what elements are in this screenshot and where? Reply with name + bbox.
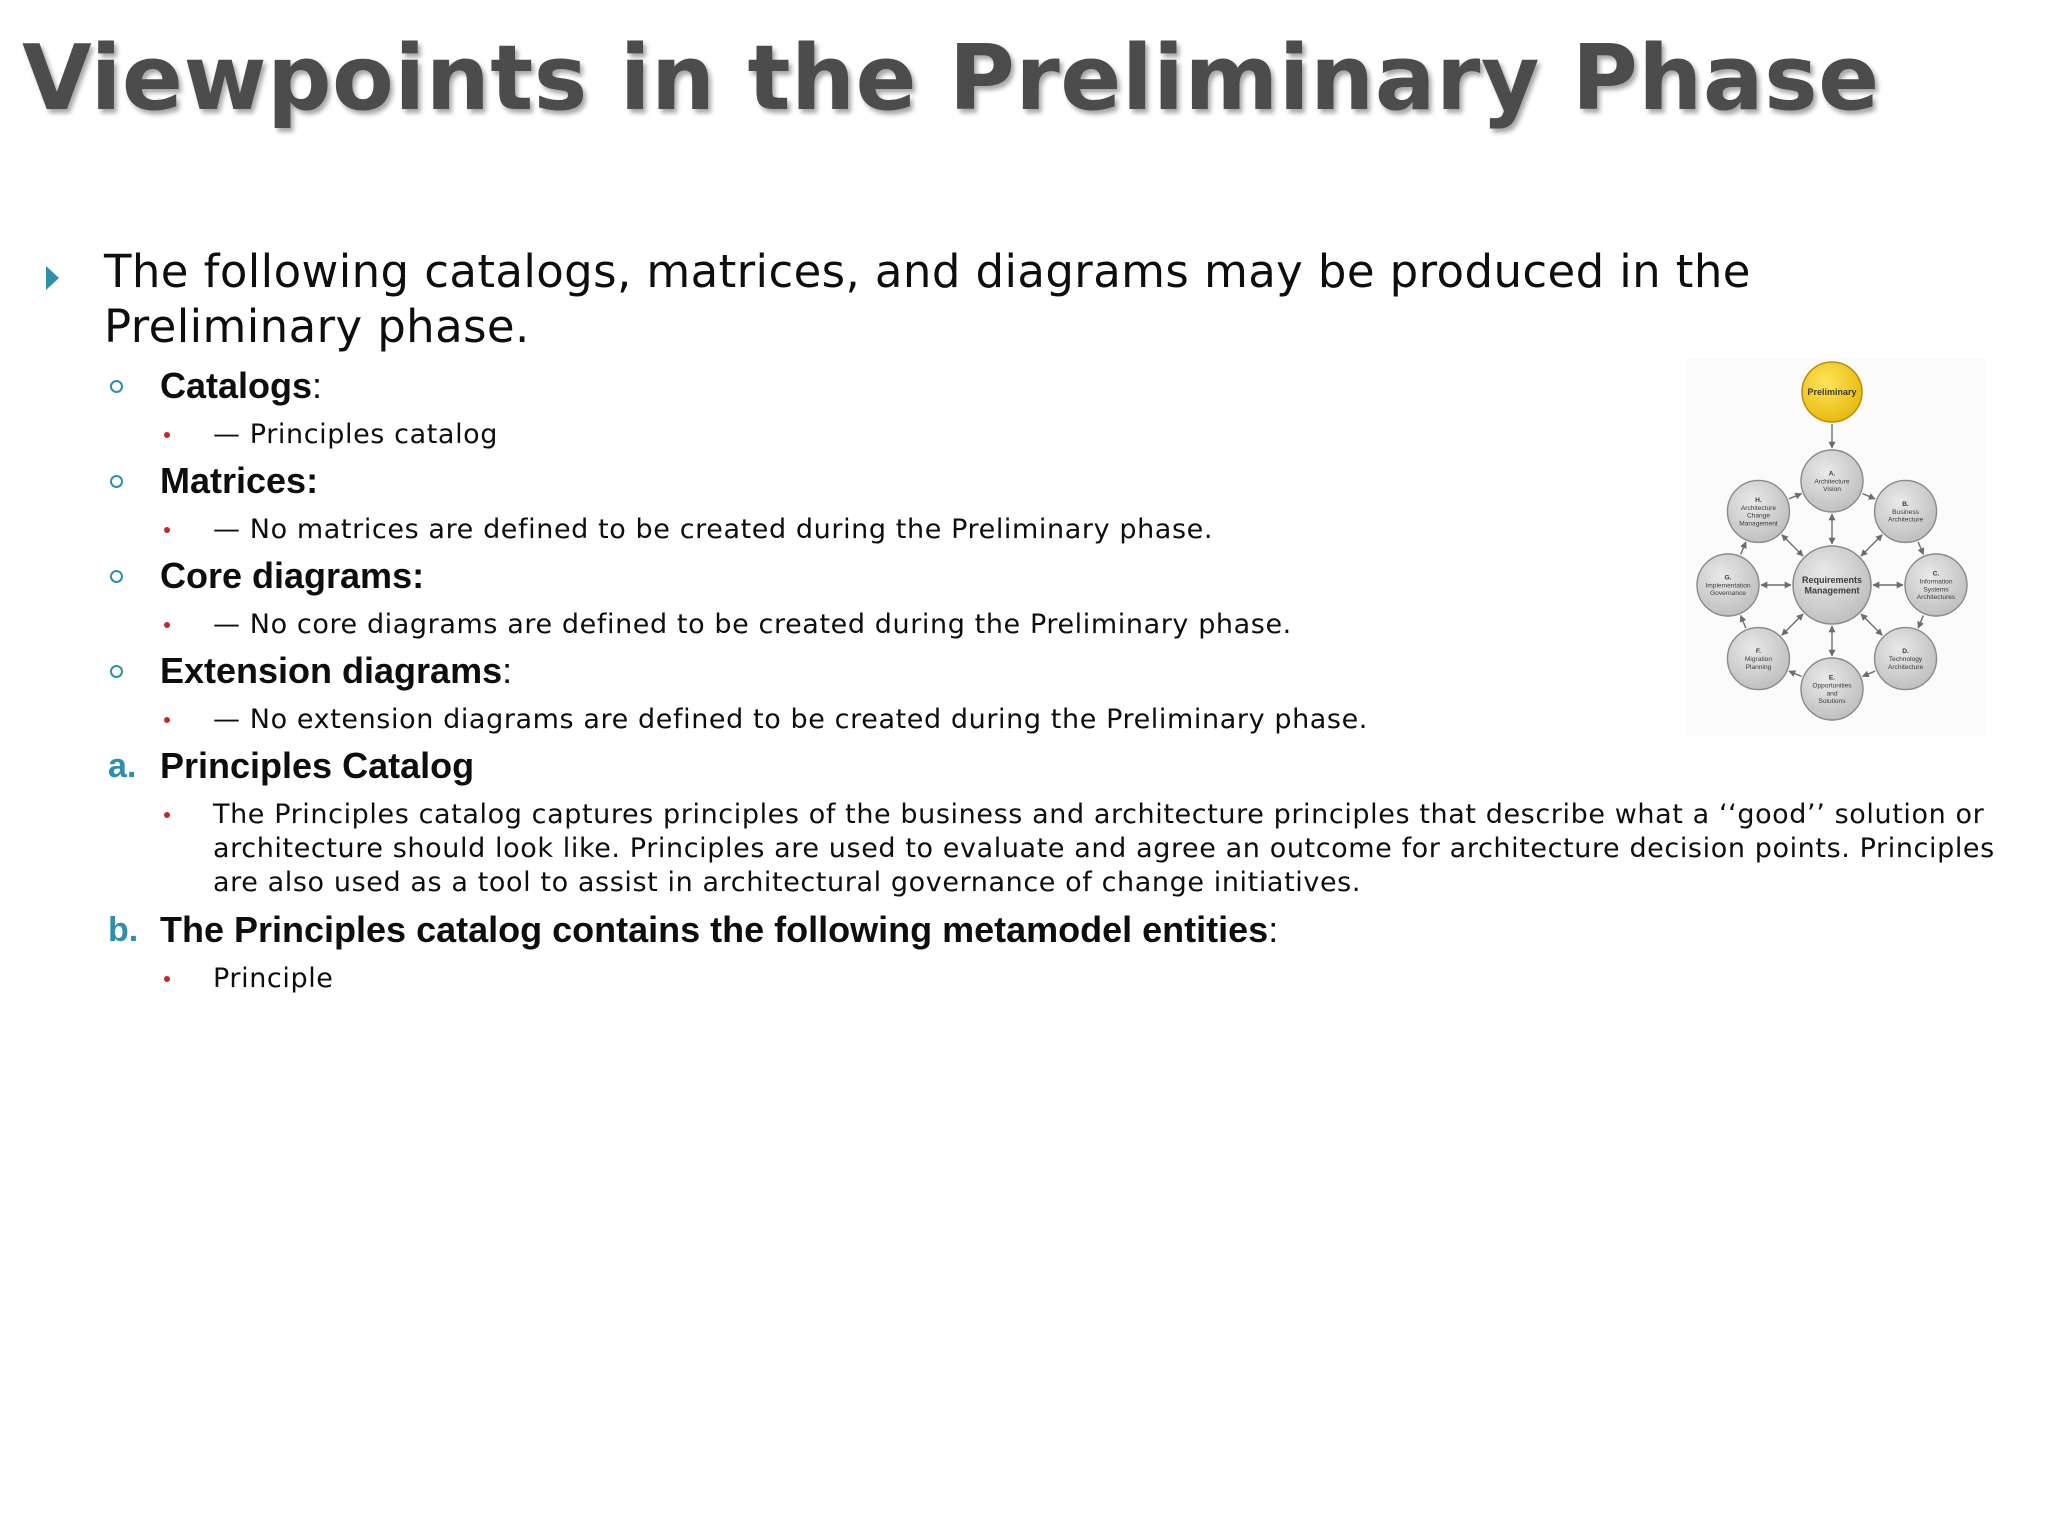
bullet-dot-icon: [164, 432, 170, 438]
phase-d-label: D.: [1902, 647, 1909, 655]
phase-a-label: Vision: [1823, 486, 1841, 494]
section-matrices-heading: [160, 461, 318, 501]
cycle-arrow: [1789, 671, 1802, 676]
section-suffix: :: [1268, 909, 1279, 950]
phase-h-label: H.: [1755, 496, 1762, 504]
cycle-arrow: [1782, 614, 1803, 635]
cycle-arrow: [1918, 542, 1923, 555]
phase-h-label: Architecture: [1740, 504, 1777, 512]
metamodel-entities-heading: [160, 910, 1278, 950]
bullet-dot-icon: [164, 527, 170, 533]
cycle-arrow: [1861, 614, 1882, 635]
section-suffix: :: [502, 650, 513, 691]
phase-b-label: Architecture: [1887, 516, 1924, 524]
phase-e-label: E.: [1828, 674, 1836, 682]
metamodel-entity-item: Principle: [213, 963, 334, 994]
principles-catalog-heading: [160, 746, 474, 786]
phase-c-label: Architectures: [1916, 594, 1956, 602]
bullet-dot-icon: [164, 717, 170, 723]
phase-g-label: Governance: [1710, 590, 1746, 598]
section-label: Extension diagrams: [160, 650, 503, 691]
section-label: Catalogs: [160, 365, 313, 406]
section-label: Principles Catalog: [160, 745, 475, 786]
phase-h-label: Change: [1746, 512, 1771, 520]
phase-e-label: Opportunities: [1812, 682, 1852, 690]
section-extension-diagrams-item: — No extension diagrams are defined to be created during the Preliminary phase.: [213, 704, 1368, 735]
section-catalogs-heading: [160, 366, 322, 406]
list-marker-a: a.: [108, 747, 137, 785]
phase-f-label: Planning: [1745, 663, 1772, 671]
list-marker-b: b.: [108, 911, 139, 949]
bullet-circle-icon: [110, 665, 123, 678]
phase-a-label: A.: [1828, 470, 1836, 478]
phase-e-label: Solutions: [1818, 698, 1846, 706]
phase-c-label: C.: [1932, 570, 1940, 578]
phase-c-label: Information: [1919, 578, 1953, 586]
phase-c-label: Systems: [1923, 586, 1949, 594]
phase-g-label: G.: [1724, 574, 1732, 582]
bullet-circle-icon: [110, 570, 123, 583]
phase-f-label: Migration: [1744, 655, 1773, 663]
requirements-management-label: Management: [1804, 585, 1860, 596]
cycle-arrow: [1918, 615, 1923, 628]
bullet-circle-icon: [110, 380, 123, 393]
adm-cycle-diagram: [1686, 358, 1986, 736]
section-label: The Principles catalog contains the following metamodel entities: [160, 909, 1269, 950]
cycle-arrow: [1782, 535, 1803, 556]
section-core-diagrams-item: — No core diagrams are defined to be created during the Preliminary phase.: [213, 609, 1292, 640]
cycle-arrow: [1861, 535, 1882, 556]
phase-b-label: B.: [1902, 500, 1909, 508]
phase-e-label: and: [1826, 690, 1838, 698]
phase-b-label: Business: [1892, 508, 1919, 516]
section-label: Core diagrams:: [160, 555, 425, 596]
cycle-arrow: [1862, 671, 1875, 676]
cycle-arrow: [1789, 494, 1802, 499]
bullet-dot-icon: [164, 976, 170, 982]
phase-g-label: Implementation: [1705, 582, 1751, 590]
section-matrices-item: — No matrices are defined to be created during the Preliminary phase.: [213, 514, 1214, 545]
preliminary-node-label: Preliminary: [1807, 387, 1857, 398]
section-catalogs-item: — Principles catalog: [213, 419, 499, 450]
section-extension-diagrams-heading: [160, 651, 512, 691]
section-core-diagrams-heading: [160, 556, 424, 596]
cycle-arrow: [1741, 615, 1746, 628]
bullet-arrow-icon: [46, 266, 59, 290]
page-title: Viewpoints in the Preliminary Phase: [22, 26, 1880, 131]
phase-a-label: Architecture: [1814, 478, 1850, 486]
section-suffix: :: [312, 365, 323, 406]
bullet-circle-icon: [110, 475, 123, 488]
phase-h-label: Management: [1739, 520, 1778, 528]
principles-catalog-description: The Principles catalog captures principles of the business and architecture principles that describe what a ‘‘good’’ solution or architecture should look like. Principles are used to evaluate and agree an outcome for architecture decision points. Principles are also used as a tool to assist in architectural governance of change initiatives.: [213, 799, 1995, 898]
phase-d-label: Technology: [1888, 655, 1923, 663]
bullet-dot-icon: [164, 622, 170, 628]
bullet-dot-icon: [164, 812, 170, 818]
cycle-arrow: [1862, 494, 1875, 499]
phase-d-label: Architecture: [1887, 663, 1924, 671]
intro-text: The following catalogs, matrices, and diagrams may be produced in the Preliminary phase.: [104, 245, 1751, 353]
section-label: Matrices:: [160, 460, 319, 501]
phase-f-label: F.: [1755, 647, 1762, 655]
cycle-arrow: [1741, 542, 1746, 555]
requirements-management-label: Requirements: [1801, 574, 1863, 585]
